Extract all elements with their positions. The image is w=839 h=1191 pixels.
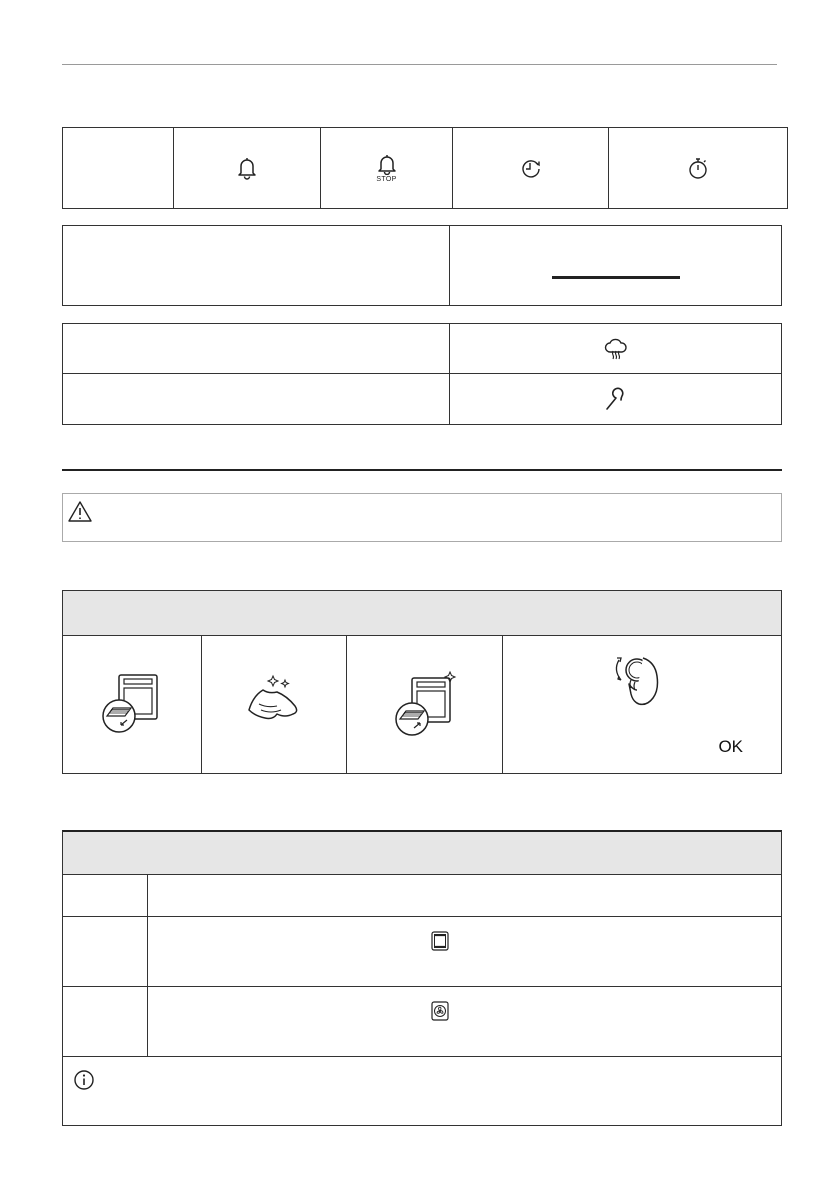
feature-row-sensor-text xyxy=(63,374,450,425)
program-row-2-step xyxy=(63,917,148,987)
info-icon xyxy=(73,1069,95,1091)
dash-bars-indicator xyxy=(546,268,686,288)
program-row-2-text xyxy=(148,917,782,987)
header-rule xyxy=(62,64,777,65)
cleaning-step-1 xyxy=(63,636,202,774)
stop-label: STOP xyxy=(376,176,397,183)
warning-box xyxy=(62,493,782,542)
cleaning-cloth-icon xyxy=(239,670,309,740)
display-description-cell xyxy=(63,226,450,306)
section-separator xyxy=(62,469,782,471)
oven-conventional-icon xyxy=(431,931,449,951)
display-indicator-cell xyxy=(450,226,782,306)
stopwatch-icon xyxy=(687,156,709,180)
symbols-table xyxy=(62,127,788,209)
cleaning-steps-table xyxy=(62,635,782,774)
bell-stop-icon xyxy=(376,153,398,175)
symbol-cell-stopwatch xyxy=(609,128,788,209)
symbol-cell-bell-stop xyxy=(321,128,453,209)
cleaning-header xyxy=(62,590,782,635)
symbol-cell-clock xyxy=(453,128,609,209)
feature-table xyxy=(62,323,782,425)
oven-fan-icon xyxy=(431,1001,449,1021)
feature-row-steam-icon-cell xyxy=(450,324,782,374)
program-row-3-text xyxy=(148,987,782,1057)
feature-row-sensor-icon-cell xyxy=(450,374,782,425)
program-row-3-step xyxy=(63,987,148,1057)
cleaning-step-2 xyxy=(202,636,347,774)
knob-turn-icon xyxy=(609,646,669,716)
cleaning-step-3 xyxy=(347,636,503,774)
clock-delay-icon xyxy=(519,156,543,180)
display-table xyxy=(62,225,782,306)
info-note-box xyxy=(62,1055,782,1126)
program-row-1-text xyxy=(148,875,782,917)
bell-icon xyxy=(236,156,258,180)
cleaning-step-4 xyxy=(503,636,782,774)
food-sensor-icon xyxy=(603,386,629,412)
oven-shelf-in-icon xyxy=(390,670,460,740)
program-row-1-step xyxy=(63,875,148,917)
symbol-cell-bell xyxy=(174,128,321,209)
program-table xyxy=(62,874,782,1057)
feature-row-steam-text xyxy=(63,324,450,374)
ok-label: OK xyxy=(718,737,743,756)
steam-icon xyxy=(603,337,629,361)
program-table-header xyxy=(62,830,782,874)
symbols-empty-cell xyxy=(63,128,174,209)
oven-shelf-out-icon xyxy=(97,671,167,741)
warning-triangle-icon xyxy=(67,500,93,524)
